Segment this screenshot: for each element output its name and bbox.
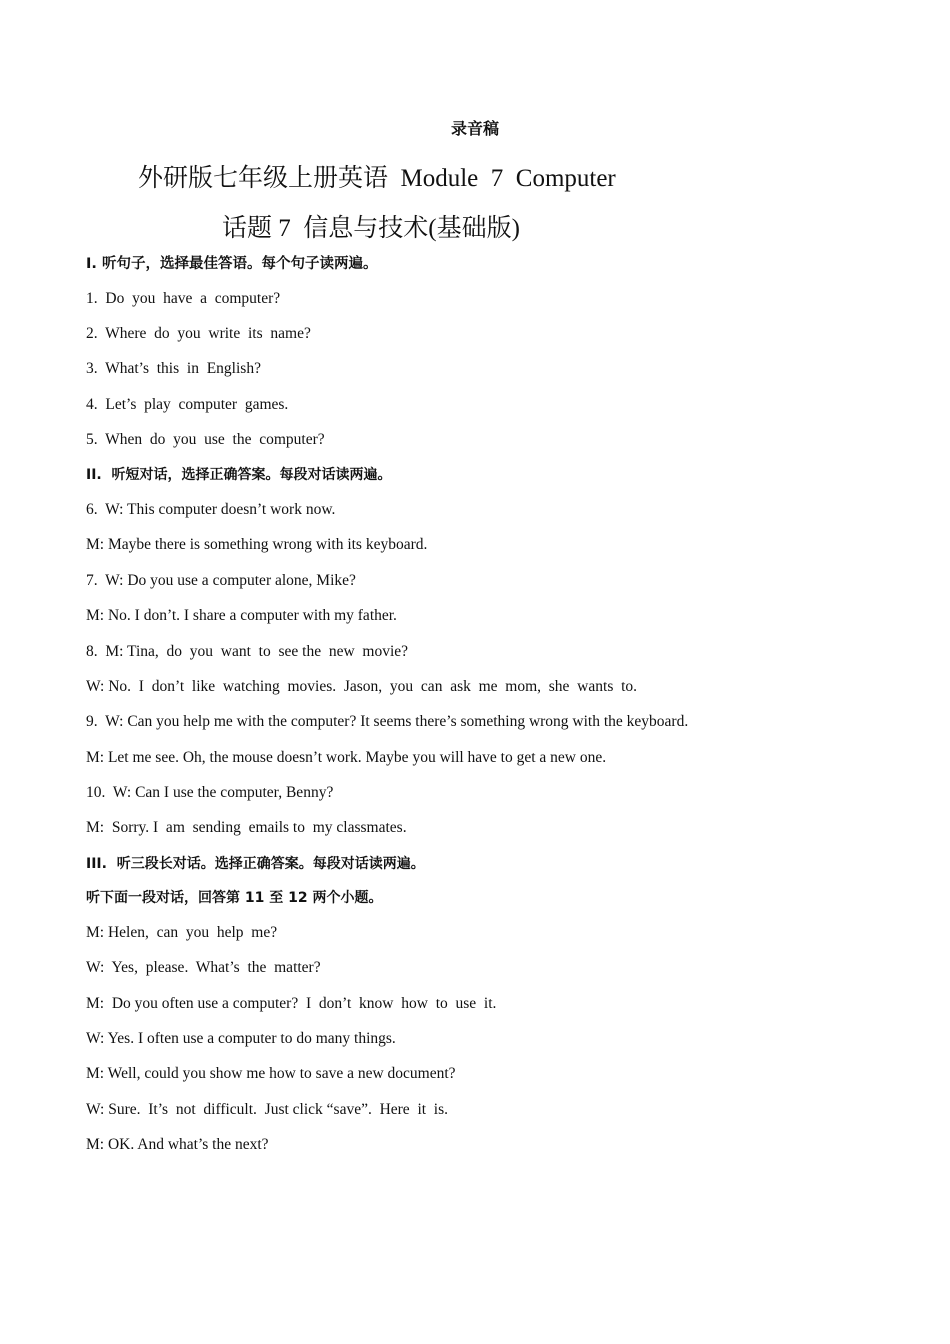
dialogue-line: W: No. I don’t like watching movies. Jason, you can ask me mom, she wants to.	[86, 677, 638, 695]
document-subtitle: 话题 7 信息与技术(基础版)	[222, 215, 520, 242]
question-line: 2. Where do you write its name?	[86, 324, 311, 342]
dialogue-line: 6. W: This computer doesn’t work now.	[86, 500, 336, 518]
question-line: 1. Do you have a computer?	[86, 289, 281, 307]
dialogue-line: 7. W: Do you use a computer alone, Mike?	[86, 571, 356, 589]
dialogue-line: W: Yes. I often use a computer to do many things.	[86, 1030, 396, 1048]
question-line: 5. When do you use the computer?	[86, 431, 325, 449]
question-line: 4. Let’s play computer games.	[86, 395, 289, 413]
dialogue-line: M: Let me see. Oh, the mouse doesn’t work. Maybe you will have to get a new one.	[86, 748, 607, 766]
dialogue-line: M: OK. And what’s the next?	[86, 1136, 269, 1154]
dialogue-line: W: Sure. It’s not difficult. Just click “save”. Here it is.	[86, 1100, 449, 1118]
dialogue-line: M: Helen, can you help me?	[86, 923, 278, 941]
dialogue-line: M: Sorry. I am sending emails to my classmates.	[86, 819, 407, 837]
section-2-heading: II. 听短对话，选择正确答案。每段对话读两遍。	[86, 467, 392, 484]
section-3-heading: III. 听三段长对话。选择正确答案。每段对话读两遍。	[86, 855, 425, 872]
section-3-subheading: 听下面一段对话，回答第 11 至 12 两个小题。	[86, 890, 383, 907]
dialogue-line: W: Yes, please. What’s the matter?	[86, 959, 321, 977]
dialogue-line: 9. W: Can you help me with the computer? It seems there’s something wrong with the keyboard.	[86, 713, 689, 731]
dialogue-line: M: Do you often use a computer? I don’t know how to use it.	[86, 994, 497, 1012]
dialogue-line: M: Maybe there is something wrong with its keyboard.	[86, 536, 428, 554]
document-label: 录音稿	[450, 119, 499, 138]
section-1-heading: Ⅰ. 听句子，选择最佳答语。每个句子读两遍。	[86, 256, 378, 272]
dialogue-line: M: No. I don’t. I share a computer with my father.	[86, 607, 397, 625]
document-title: 外研版七年级上册英语 Module 7 Computer	[138, 165, 616, 192]
dialogue-line: 8. M: Tina, do you want to see the new movie?	[86, 642, 409, 660]
document-body	[86, 252, 906, 1169]
dialogue-line: 10. W: Can I use the computer, Benny?	[86, 784, 334, 802]
question-line: 3. What’s this in English?	[86, 360, 261, 378]
dialogue-line: M: Well, could you show me how to save a new document?	[86, 1065, 456, 1083]
